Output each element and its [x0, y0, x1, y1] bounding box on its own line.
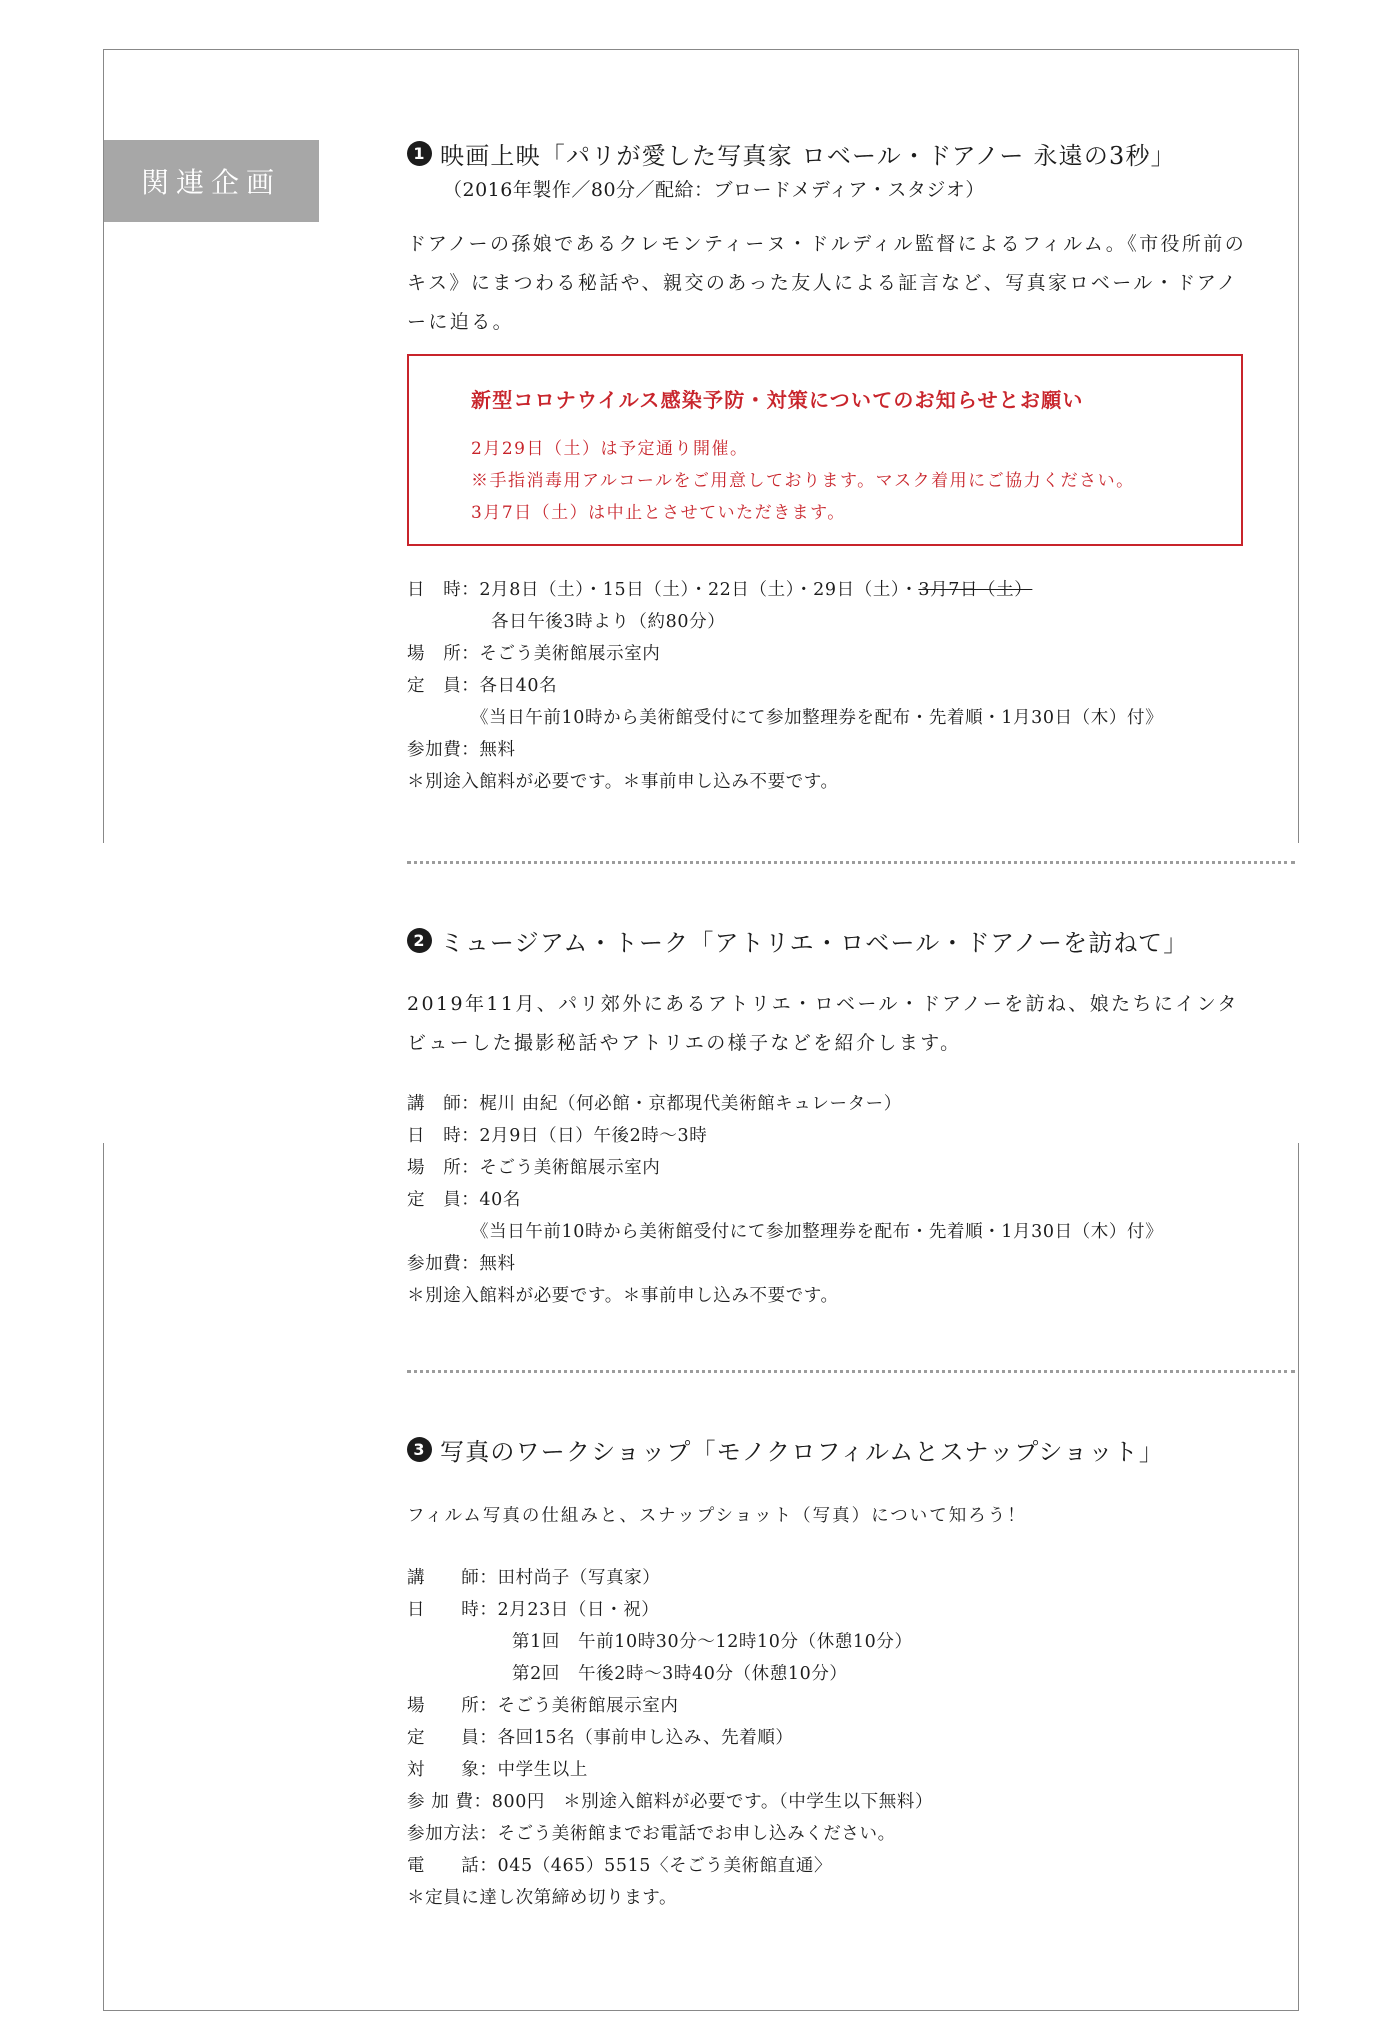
section-1-capacity-note: 《当日午前10時から美術館受付にて参加整理券を配布・先着順・1月30日（木）付》	[471, 708, 1164, 728]
fee-value: 無料	[479, 1254, 516, 1274]
notice-title: 新型コロナウイルス感染予防・対策についてのお知らせとお願い	[471, 388, 1084, 412]
number-badge-3: 3	[407, 1437, 432, 1462]
fee-label: 参 加 費：	[407, 1792, 492, 1812]
capacity-label: 定 員：	[407, 1728, 498, 1748]
datetime-label: 日 時：	[407, 1126, 480, 1146]
place-label: 場 所：	[407, 1696, 498, 1716]
section-3-target	[407, 1756, 588, 1781]
section-3-fee	[407, 1788, 933, 1813]
place-value: そごう美術館展示室内	[497, 1696, 679, 1716]
section-3-title: 写真のワークショップ「モノクロフィルムとスナップショット」	[440, 1438, 1165, 1466]
lecturer-value: 梶川 由紀（何必館・京都現代美術館キュレーター）	[479, 1094, 902, 1114]
section-1-title-row	[407, 136, 1176, 171]
phone-value: 045（465）5515〈そごう美術館直通〉	[497, 1856, 833, 1876]
section-3-title-row	[407, 1432, 1164, 1467]
section-1-subtitle: （2016年製作／80分／配給：ブロードメディア・スタジオ）	[443, 179, 985, 201]
method-label: 参加方法：	[407, 1824, 498, 1844]
frame-gap-right	[1296, 843, 1300, 1143]
fee-label: 参加費：	[407, 1254, 480, 1274]
number-badge-2: 2	[407, 928, 432, 953]
section-3-phone	[407, 1852, 832, 1877]
number-badge-1: 1	[407, 141, 432, 166]
section-2-capacity-note: 《当日午前10時から美術館受付にて参加整理券を配布・先着順・1月30日（木）付》	[471, 1222, 1164, 1242]
phone-label: 電 話：	[407, 1856, 498, 1876]
datetime-label: 日 時：	[407, 580, 480, 600]
datetime-value: 2月8日（土）・15日（土）・22日（土）・29日（土）・	[479, 580, 919, 600]
section-3-description: フィルム写真の仕組みと、スナップショット（写真）について知ろう！	[407, 1506, 1027, 1526]
datetime-label: 日 時：	[407, 1600, 498, 1620]
fee-label: 参加費：	[407, 740, 480, 760]
section-2-description: 2019年11月、パリ郊外にあるアトリエ・ロベール・ドアノーを訪ね、娘たちにインタビューした撮影秘話やアトリエの様子などを紹介します。	[407, 993, 1239, 1054]
section-2-fee	[407, 1250, 516, 1275]
section-divider-1	[407, 861, 1295, 864]
section-2-capacity	[407, 1186, 521, 1211]
capacity-value: 40名	[479, 1190, 521, 1210]
section-2-place	[407, 1154, 660, 1179]
section-2-title: ミュージアム・トーク「アトリエ・ロベール・ドアノーを訪ねて」	[440, 929, 1189, 957]
notice-line-3: 3月7日（土）は中止とさせていただきます。	[471, 503, 846, 523]
capacity-label: 定 員：	[407, 1190, 480, 1210]
section-1-note: ＊別途入館料が必要です。＊事前申し込み不要です。	[407, 772, 839, 792]
capacity-value: 各日40名	[479, 676, 558, 696]
capacity-label: 定 員：	[407, 676, 480, 696]
section-2-note: ＊別途入館料が必要です。＊事前申し込み不要です。	[407, 1286, 839, 1306]
place-value: そごう美術館展示室内	[479, 1158, 661, 1178]
frame-gap-left	[102, 843, 106, 1143]
lecturer-label: 講 師：	[407, 1094, 480, 1114]
side-label: 関連企画	[104, 140, 318, 222]
datetime-cancelled: 3月7日（土）	[918, 580, 1033, 600]
target-value: 中学生以上	[497, 1760, 588, 1780]
fee-value: 無料	[479, 740, 516, 760]
section-2-datetime	[407, 1122, 707, 1147]
section-1-capacity	[407, 672, 557, 697]
place-label: 場 所：	[407, 644, 480, 664]
datetime-value: 2月23日（日・祝）	[497, 1600, 660, 1620]
section-3-note: ＊定員に達し次第締め切ります。	[407, 1888, 678, 1908]
section-2-title-row	[407, 923, 1188, 958]
notice-line-2: ※手指消毒用アルコールをご用意しております。マスク着用にご協力ください。	[471, 471, 1135, 491]
lecturer-value: 田村尚子（写真家）	[497, 1568, 661, 1588]
covid-notice-box	[407, 354, 1243, 546]
section-3-datetime	[407, 1596, 659, 1621]
section-1-place	[407, 640, 660, 665]
section-3-capacity	[407, 1724, 794, 1749]
place-value: そごう美術館展示室内	[479, 644, 661, 664]
section-1-title: 映画上映「パリが愛した写真家 ロベール・ドアノー 永遠の3秒」	[440, 142, 1176, 170]
capacity-value: 各回15名（事前申し込み、先着順）	[497, 1728, 794, 1748]
method-value: そごう美術館までお電話でお申し込みください。	[497, 1824, 896, 1844]
section-3-session-2: 第2回 午後2時～3時40分（休憩10分）	[512, 1664, 848, 1684]
section-3-method	[407, 1820, 896, 1845]
section-1-fee	[407, 736, 516, 761]
lecturer-label: 講 師：	[407, 1568, 498, 1588]
section-1-datetime-sub: 各日午後3時より（約80分）	[491, 612, 726, 632]
section-2-lecturer	[407, 1090, 902, 1115]
place-label: 場 所：	[407, 1158, 480, 1178]
section-3-lecturer	[407, 1564, 660, 1589]
fee-value: 800円 ＊別途入館料が必要です。（中学生以下無料）	[491, 1792, 934, 1812]
section-1-datetime	[407, 576, 1032, 601]
side-label-divider	[318, 140, 319, 222]
section-3-session-1: 第1回 午前10時30分～12時10分（休憩10分）	[512, 1632, 913, 1652]
datetime-value: 2月9日（日）午後2時～3時	[479, 1126, 708, 1146]
section-1-description: ドアノーの孫娘であるクレモンティーヌ・ドルディル監督によるフィルム。《市役所前のキス》にまつわる秘話や、親交のあった友人による証言など、写真家ロベール・ドアノーに迫る。	[407, 233, 1247, 333]
notice-line-1: 2月29日（土）は予定通り開催。	[471, 439, 749, 459]
section-divider-2	[407, 1370, 1295, 1373]
section-3-place	[407, 1692, 679, 1717]
target-label: 対 象：	[407, 1760, 498, 1780]
